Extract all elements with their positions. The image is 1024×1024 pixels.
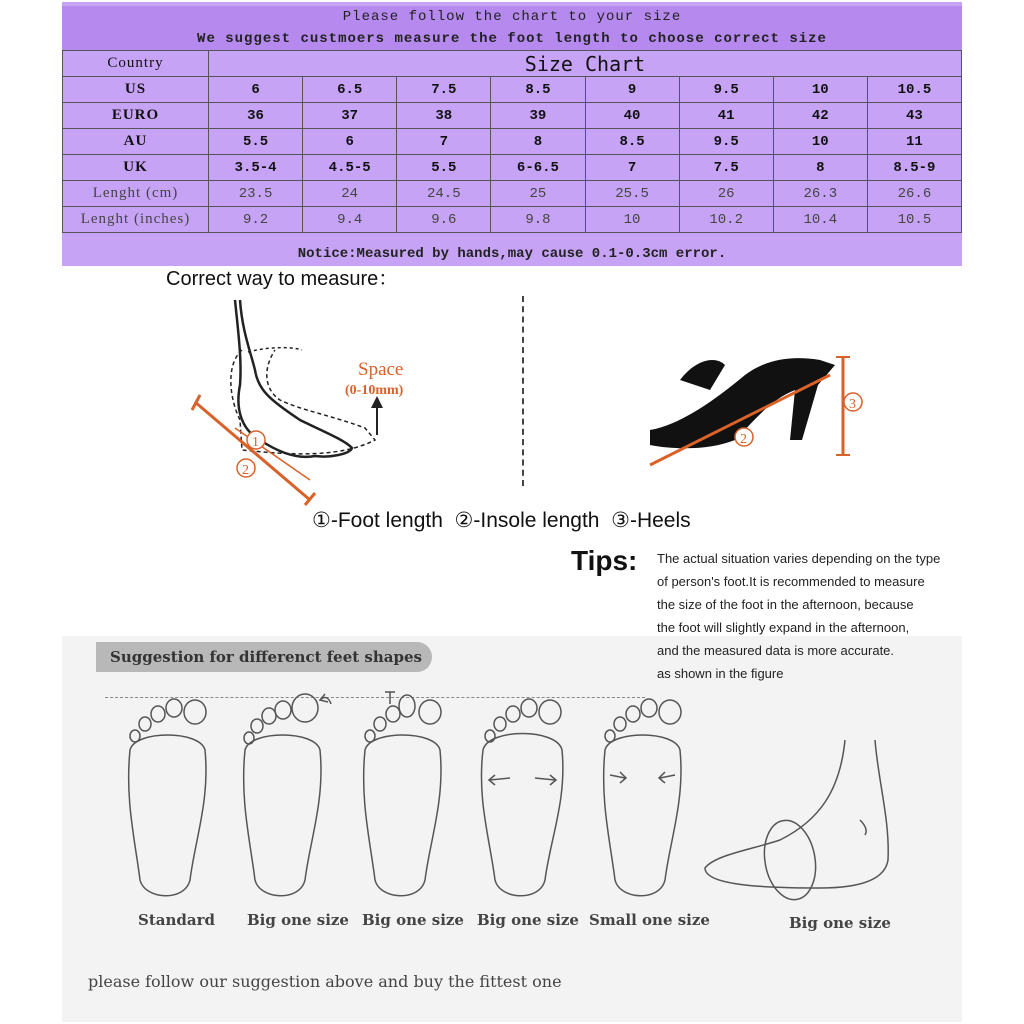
table-cell: 5.5 (209, 129, 303, 155)
table-cell: 38 (397, 103, 491, 129)
table-cell: 26.3 (773, 181, 867, 207)
heel-illustration (640, 345, 870, 475)
foot-big-toe-icon (244, 694, 331, 896)
table-cell: 42 (773, 103, 867, 129)
country-header: Country (63, 51, 209, 77)
table-cell: 10.5 (867, 207, 961, 233)
table-cell: 7.5 (397, 77, 491, 103)
tip-line: and the measured data is more accurate. (657, 643, 895, 658)
table-cell: 9.8 (491, 207, 585, 233)
chart-notice: Notice:Measured by hands,may cause 0.1-0.3cm error. (297, 246, 727, 262)
divider (522, 296, 524, 486)
table-cell: 26.6 (867, 181, 961, 207)
table-cell: 8 (491, 129, 585, 155)
table-cell: 40 (585, 103, 679, 129)
table-cell: 8.5 (491, 77, 585, 103)
table-cell: 25 (491, 181, 585, 207)
table-cell: 24 (303, 181, 397, 207)
measure-title: Correct way to measure： (166, 268, 399, 290)
table-row (63, 207, 962, 233)
feet-section-title: Suggestion for differenct feet shapes (96, 642, 432, 672)
table-row (63, 103, 962, 129)
foot-label: Standard (138, 911, 215, 929)
chart-header-line2: We suggest custmoers measure the foot length to choose correct size (62, 28, 962, 50)
table-cell: 8 (773, 155, 867, 181)
row-label: Lenght (cm) (63, 181, 209, 207)
table-cell: 10.2 (679, 207, 773, 233)
row-label: Lenght (inches) (63, 207, 209, 233)
foot-wide-icon (481, 699, 562, 896)
tip-line: of person's foot.It is recommended to measure (657, 574, 925, 589)
table-cell: 9.5 (679, 129, 773, 155)
table-cell: 7.5 (679, 155, 773, 181)
table-cell: 3.5-4 (209, 155, 303, 181)
table-cell: 26 (679, 181, 773, 207)
table-cell: 6.5 (303, 77, 397, 103)
marker-2-text: 2 (242, 463, 249, 478)
row-label: US (63, 77, 209, 103)
table-cell: 9.5 (679, 77, 773, 103)
tip-line: The actual situation varies depending on the type (657, 551, 941, 566)
table-cell: 24.5 (397, 181, 491, 207)
table-cell: 43 (867, 103, 961, 129)
tip-line: the foot will slightly expand in the afternoon, (657, 620, 910, 635)
marker-2-heel-text: 2 (740, 432, 747, 447)
tip-line: the size of the foot in the afternoon, because (657, 597, 914, 612)
foot-label: Small one size (589, 911, 710, 929)
marker-3-text: 3 (849, 397, 856, 412)
table-cell: 39 (491, 103, 585, 129)
table-cell: 9.6 (397, 207, 491, 233)
tip-line: as shown in the figure (657, 666, 784, 681)
table-cell: 9 (585, 77, 679, 103)
measure-legend: ①-Foot length ②-Insole length ③-Heels (312, 509, 691, 532)
table-cell: 6 (303, 129, 397, 155)
foot-label: Big one size (247, 911, 349, 929)
foot-label: Big one size (362, 911, 464, 929)
table-cell: 10.5 (867, 77, 961, 103)
table-cell: 9.4 (303, 207, 397, 233)
table-cell: 9.2 (209, 207, 303, 233)
foot-long-toe-icon (364, 692, 441, 896)
size-table (62, 50, 962, 233)
size-chart-header: Size Chart (209, 51, 962, 77)
foot-label: Big one size (477, 911, 579, 929)
table-cell: 5.5 (397, 155, 491, 181)
table-cell: 41 (679, 103, 773, 129)
table-cell: 6-6.5 (491, 155, 585, 181)
insole-length-line (195, 402, 310, 500)
size-chart (62, 2, 962, 266)
table-cell: 7 (397, 129, 491, 155)
foot-narrow-icon (604, 699, 681, 896)
table-cell: 8.5-9 (867, 155, 961, 181)
chart-header-line1: Please follow the chart to your size (62, 6, 962, 28)
table-row (63, 77, 962, 103)
tips-label: Tips: (571, 545, 638, 576)
table-cell: 6 (209, 77, 303, 103)
table-cell: 11 (867, 129, 961, 155)
table-cell: 7 (585, 155, 679, 181)
row-label: AU (63, 129, 209, 155)
space-label: Space (358, 359, 404, 380)
table-cell: 10.4 (773, 207, 867, 233)
table-cell: 10 (773, 77, 867, 103)
table-cell: 23.5 (209, 181, 303, 207)
table-cell: 36 (209, 103, 303, 129)
foot-standard-icon (129, 699, 206, 896)
table-cell: 25.5 (585, 181, 679, 207)
row-label: EURO (63, 103, 209, 129)
row-label: UK (63, 155, 209, 181)
space-range: (0-10mm) (345, 383, 404, 398)
foot-label: Big one size (789, 914, 891, 932)
table-row (63, 181, 962, 207)
table-cell: 8.5 (585, 129, 679, 155)
table-row (63, 129, 962, 155)
marker-1-text: 1 (252, 435, 259, 450)
feet-shapes-illustration (110, 690, 950, 910)
foot-measure-illustration (180, 290, 450, 510)
foot-high-instep-icon (705, 740, 888, 904)
table-cell: 10 (585, 207, 679, 233)
table-row (63, 155, 962, 181)
table-row (63, 51, 962, 77)
table-cell: 10 (773, 129, 867, 155)
footer-note: please follow our suggestion above and buy the fittest one (88, 972, 562, 991)
table-cell: 4.5-5 (303, 155, 397, 181)
table-cell: 37 (303, 103, 397, 129)
